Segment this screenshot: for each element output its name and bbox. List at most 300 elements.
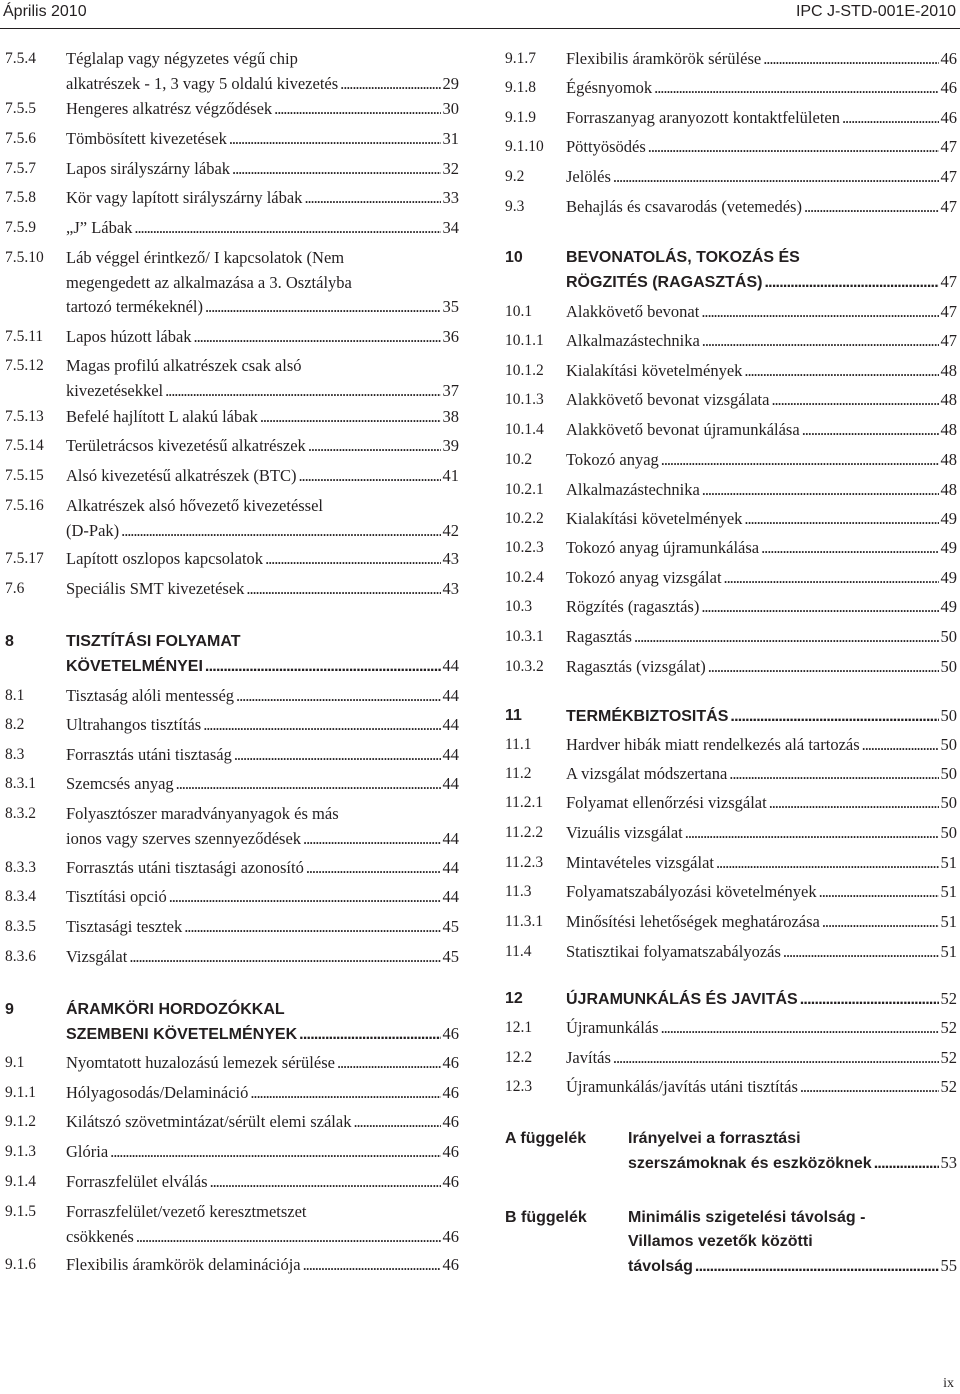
toc-entry-title [566,507,957,532]
toc-page-number: 48 [940,361,957,380]
toc-entry-title [566,940,957,965]
toc-entry-number: 9.1.8 [505,79,536,96]
toc-entry-title-line: Szemcsés anyag [66,774,174,793]
toc-entry-title [66,772,459,797]
dot-leader [250,1081,440,1106]
toc-entry-title [566,536,957,561]
toc-entry-title [566,388,957,413]
toc-entry[interactable] [505,47,957,71]
toc-entry-number: 8 [5,633,14,650]
toc-entry-title [66,1253,459,1278]
toc-entry-title-line: Alkalmazástechnika [566,480,700,499]
toc-page-number: 29 [442,73,459,93]
toc-entry[interactable] [505,791,957,815]
toc-entry[interactable] [5,405,459,429]
toc-entry-number: 9.1.9 [505,109,536,126]
toc-entry-title [66,915,459,940]
dot-leader [353,1110,440,1135]
toc-entry[interactable] [5,577,459,601]
dot-leader [176,772,441,797]
toc-entry-title [566,195,957,220]
toc-entry[interactable] [505,1046,957,1070]
toc-entry[interactable] [5,1140,459,1164]
dot-leader [229,127,441,152]
toc-entry-number: 10.3 [505,598,533,615]
toc-entry[interactable] [505,940,957,964]
toc-entry-title [566,625,957,650]
dot-leader [340,72,440,97]
toc-entry[interactable] [505,910,957,934]
toc-entry-number: 7.5.10 [5,249,44,266]
toc-page-number: 47 [940,331,957,350]
toc-entry-title [66,325,459,350]
toc-entry-title-line: Tokozó anyag [566,450,659,469]
toc-entry-title [66,47,459,96]
toc-entry-title-line: Vizsgálat [66,947,128,966]
toc-entry[interactable] [5,1200,459,1246]
toc-entry-number: 10.1.1 [505,332,544,349]
toc-entry-title-line: TERMÉKBIZTOSITÁS [566,708,729,725]
toc-page-number: 46 [442,1083,459,1102]
toc-entry[interactable] [5,127,459,151]
toc-entry[interactable] [505,851,957,875]
toc-entry[interactable] [5,246,459,316]
toc-entry-title-line: Folyamat ellenőrzési vizsgálat [566,793,767,812]
toc-entry-number: 10.1.2 [505,362,544,379]
toc-page-number: 52 [940,1018,957,1037]
toc-entry-title-line: ionos vagy szerves szennyeződések [66,828,302,848]
dot-leader [744,507,938,532]
toc-entry-title-line: BEVONATOLÁS, TOKOZÁS ÉS [566,249,800,266]
toc-entry-title-line: Folyamatszabályozási követelmények [566,882,817,901]
toc-section-entry[interactable] [5,998,459,1043]
dot-leader [236,684,440,709]
dot-leader [136,1225,441,1250]
toc-entry-title-line: Téglalap vagy négyzetes végű chip [66,49,298,68]
toc-entry-title [566,987,957,1012]
dot-leader [701,595,938,620]
dot-leader [246,577,440,602]
toc-entry-title [566,880,957,905]
dot-leader [232,157,440,182]
toc-entry-title [566,595,957,620]
toc-entry-title-line: Pöttyösödés [566,137,646,156]
dot-leader [184,915,440,940]
toc-page-number: 44 [442,715,459,734]
toc-page-number: 46 [442,1053,459,1072]
toc-page-number: 46 [442,1172,459,1191]
toc-entry[interactable] [5,47,459,93]
toc-entry-number: 8.3.2 [5,805,36,822]
toc-entry-number: 9.1 [5,1054,25,1071]
toc-entry-title-line: Lapított oszlopos kapcsolatok [66,549,264,568]
toc-entry[interactable] [5,1110,459,1134]
toc-entry[interactable] [505,595,957,619]
toc-entry-title-line: KÖVETELMÉNYEI [66,657,203,675]
toc-entry-title-line: Alakkövető bevonat újramunkálása [566,420,800,439]
dot-leader [702,478,939,503]
dot-leader [613,1046,939,1071]
toc-page-number: 47 [940,167,957,186]
header-date: Április 2010 [3,3,87,20]
toc-page-number: 38 [442,407,459,426]
toc-entry[interactable] [5,684,459,708]
toc-page-number: 50 [940,764,957,783]
toc-entry-title-line: Újramunkálás/javítás utáni tisztítás [566,1077,798,1096]
toc-page-number: 49 [940,597,957,616]
toc-entry-title [66,713,459,738]
toc-entry-title-line: Láb véggel érintkező/ I kapcsolatok (Nem [66,248,345,267]
dot-leader [169,885,441,910]
toc-entry-title-line: Forraszanyag aranyozott kontaktfelületen [566,108,840,127]
toc-entry-number: 7.5.4 [5,50,36,67]
toc-entry-number: 12.3 [505,1078,533,1095]
toc-entry-number: 9.3 [505,198,525,215]
dot-leader [274,97,440,122]
dot-leader [165,379,440,404]
page-number: ix [943,1376,954,1391]
toc-entry-title-line: tartozó termékeknél) [66,297,203,316]
toc-entry-title [66,1081,459,1106]
toc-entry[interactable] [505,329,957,353]
toc-entry-title [566,1046,957,1071]
toc-page-number: 33 [442,188,459,207]
toc-section-entry[interactable] [505,987,957,1011]
toc-entry[interactable] [505,762,957,786]
toc-entry-title [66,630,459,678]
toc-page-number: 50 [940,735,957,754]
dot-leader [730,705,938,729]
dot-leader [874,1152,939,1176]
toc-page-number: 44 [442,745,459,764]
toc-entry-title [566,1016,957,1041]
toc-page-number: 50 [940,627,957,646]
toc-entry-title-line: Flexibilis áramkörök sérülése [566,49,762,68]
toc-entry-title [66,494,459,543]
dot-leader [701,300,938,325]
toc-entry-title-line: Tokozó anyag újramunkálása [566,538,760,557]
toc-entry[interactable] [5,434,459,458]
toc-entry-number: 10.1.4 [505,421,544,438]
toc-entry[interactable] [505,1016,957,1040]
toc-page-number: 46 [442,1023,459,1043]
toc-entry-number: 10.2.3 [505,539,544,556]
toc-page-number: 45 [442,947,459,966]
dot-leader [260,405,441,430]
toc-entry-title-line: SZEMBENI KÖVETELMÉNYEK [66,1025,298,1043]
toc-entry-title-line: Tisztítási opció [66,887,167,906]
toc-entry-title-line: Statisztikai folyamatszabályozás [566,942,781,961]
toc-entry-title-line: ÁRAMKÖRI HORDOZÓKKAL [66,1001,285,1018]
toc-entry[interactable] [505,536,957,560]
dot-leader [654,76,938,101]
toc-entry-number: 10.1.3 [505,391,544,408]
toc-page-number: 31 [442,129,459,148]
toc-entry-title [66,434,459,459]
toc-page-number: 35 [442,297,459,316]
toc-entry-title [566,418,957,443]
toc-entry[interactable] [505,448,957,472]
toc-entry-title-line: Alsó kivezetésű alkatrészek (BTC) [66,466,297,485]
toc-entry[interactable] [5,713,459,737]
toc-entry[interactable] [505,625,957,649]
toc-entry[interactable] [5,743,459,767]
toc-entry-title [566,821,957,846]
toc-entry-title-line: Lapos sirályszárny lábak [66,159,231,178]
toc-section-entry[interactable] [505,246,957,291]
toc-entry[interactable] [5,97,459,121]
toc-entry-title-line: Égésnyomok [566,78,653,97]
toc-entry-title-line: Ragasztás (vizsgálat) [566,657,706,676]
toc-page-number: 45 [442,917,459,936]
toc-entry[interactable] [5,157,459,181]
toc-entry-title [66,464,459,489]
toc-entry-number: A függelék [505,1130,587,1147]
toc-page-number: 46 [940,49,957,68]
toc-page-number: 53 [940,1153,957,1172]
toc-entry-title-line: kivezetésekkel [66,380,164,400]
toc-entry-title-line: szerszámoknak és eszközöknek [628,1155,872,1172]
toc-entry-title [66,405,459,430]
toc-entry-number: 7.5.5 [5,100,36,117]
dot-leader [194,325,441,350]
toc-entry-title-line: alkatrészek - 1, 3 vagy 5 oldalú kivezetés [66,73,339,93]
dot-leader [308,434,441,459]
toc-entry[interactable] [505,821,957,845]
toc-entry-title-line: Magas profilú alkatrészek csak alsó [66,356,302,375]
toc-entry-title-line: Hólyagosodás/Delamináció [66,1083,249,1102]
toc-entry[interactable] [505,566,957,590]
toc-entry[interactable] [5,802,459,848]
toc-entry-number: 11 [505,707,522,724]
toc-appendix-entry[interactable] [505,1127,957,1172]
toc-entry-title-line: Flexibilis áramkörök delaminációja [66,1255,301,1274]
toc-entry[interactable] [5,885,459,909]
toc-entry-title [66,97,459,122]
toc-entry[interactable] [505,655,957,679]
toc-entry[interactable] [5,1253,459,1277]
toc-entry[interactable] [5,1051,459,1075]
dot-leader [129,945,440,970]
toc-entry-number: 12.2 [505,1049,533,1066]
dot-leader [613,165,939,190]
toc-entry-title [66,1051,459,1076]
toc-page-number: 37 [442,380,459,400]
toc-entry-title-line: megengedett az alkalmazása a 3. Osztályba [66,272,352,292]
toc-page-number: 49 [940,538,957,557]
toc-entry-title [66,1200,459,1249]
page-header [0,0,960,29]
dot-leader [299,1023,440,1047]
dot-leader [744,359,938,384]
toc-entry[interactable] [5,1170,459,1194]
toc-page-number: 48 [940,420,957,439]
toc-entry-number: 9.1.6 [5,1256,36,1273]
toc-entry[interactable] [5,856,459,880]
toc-entry-title-line: Lapos húzott lábak [66,327,192,346]
toc-page-number: 44 [442,858,459,877]
toc-entry[interactable] [5,945,459,969]
toc-entry-number: 9.1.2 [5,1113,36,1130]
toc-entry-title [66,945,459,970]
toc-entry[interactable] [505,359,957,383]
dot-leader [763,47,938,72]
toc-page-number: 50 [940,657,957,676]
toc-entry-title-line: Jelölés [566,167,611,186]
toc-entry-number: 7.6 [5,580,25,597]
dot-leader [303,1253,441,1278]
toc-entry-number: 8.2 [5,716,25,733]
toc-entry-number: 11.4 [505,943,532,960]
toc-entry-title [566,329,957,354]
dot-leader [819,880,939,905]
toc-entry[interactable] [505,478,957,502]
toc-entry[interactable] [505,300,957,324]
toc-entry-title-line: Alkatrészek alsó hővezető kivezetéssel [66,496,324,515]
toc-entry-number: 8.3 [5,746,25,763]
toc-entry[interactable] [505,106,957,130]
dot-leader [337,1051,441,1076]
toc-entry-number: 7.5.17 [5,550,44,567]
toc-entry[interactable] [5,915,459,939]
dot-leader [724,566,939,591]
toc-entry-number: 8.3.1 [5,775,36,792]
toc-entry-title-line: Hardver hibák miatt rendelkezés alá tartozás [566,735,860,754]
toc-entry-title [66,998,459,1046]
toc-page-number: 48 [940,390,957,409]
toc-page-number: 50 [940,793,957,812]
dot-leader [708,655,939,680]
toc-entry-title-line: (D-Pak) [66,520,120,540]
toc-entry-title-line: Mintavételes vizsgálat [566,853,714,872]
toc-appendix-entry[interactable] [505,1206,957,1275]
toc-entry-title [66,856,459,881]
toc-entry-title [66,885,459,910]
toc-entry[interactable] [5,354,459,400]
toc-entry[interactable] [505,1075,957,1099]
toc-entry[interactable] [5,547,459,571]
toc-entry-number: 8.1 [5,687,25,704]
toc-entry-title [66,802,459,851]
toc-entry[interactable] [505,733,957,757]
toc-entry-number: 7.5.7 [5,160,36,177]
toc-section-entry[interactable] [5,630,459,675]
toc-entry-title-line: Forraszfelület/vezető keresztmetszet [66,1202,307,1221]
toc-entry[interactable] [5,494,459,540]
toc-entry[interactable] [505,165,957,189]
toc-entry-title-line: RÖGZITÉS (RAGASZTÁS) [566,273,763,291]
toc-entry[interactable] [505,418,957,442]
toc-entry[interactable] [5,325,459,349]
dot-leader [695,1255,939,1279]
toc-entry[interactable] [5,464,459,488]
toc-entry-number: 10.2.1 [505,481,544,498]
toc-entry-title [566,165,957,190]
dot-leader [822,910,939,935]
toc-page-number: 52 [940,1048,957,1067]
toc-entry-title-line: Kialakítási követelmények [566,361,743,380]
toc-page-number: 47 [940,137,957,156]
toc-entry[interactable] [505,195,957,219]
toc-page-number: 44 [442,828,459,848]
toc-entry[interactable] [505,135,957,159]
dot-leader [729,762,938,787]
dot-leader [210,1170,441,1195]
toc-entry-number: B függelék [505,1209,587,1226]
toc-entry[interactable] [505,388,957,412]
dot-leader [265,547,440,572]
toc-entry-number: 11.2.1 [505,794,544,811]
toc-entry-number: 9.2 [505,168,525,185]
toc-entry-title [566,762,957,787]
toc-entry-title-line: Forrasztás utáni tisztaság [66,745,232,764]
toc-entry-title-line: A vizsgálat módszertana [566,764,728,783]
toc-entry[interactable] [5,216,459,240]
toc-page-number: 46 [442,1255,459,1274]
toc-entry-title [566,359,957,384]
dot-leader [205,295,441,320]
toc-entry[interactable] [5,186,459,210]
toc-entry-title-line: Tisztaság alóli mentesség [66,686,235,705]
dot-leader [634,625,939,650]
toc-entry-title [628,1206,957,1279]
toc-entry-number: 10.2.4 [505,569,544,586]
toc-entry-number: 10.3.2 [505,658,544,675]
toc-entry-title [566,106,957,131]
toc-entry-title [566,851,957,876]
toc-page-number: 50 [940,706,957,725]
toc-entry-title [66,1170,459,1195]
toc-entry-number: 7.5.15 [5,467,44,484]
dot-leader [800,1075,939,1100]
toc-page-number: 49 [940,509,957,528]
dot-leader [800,988,939,1012]
toc-entry-title [566,76,957,101]
toc-page-number: 51 [940,912,957,931]
toc-entry[interactable] [5,1081,459,1105]
dot-leader [303,827,440,852]
toc-section-entry[interactable] [505,704,957,728]
toc-entry-title-line: Alakkövető bevonat [566,302,700,321]
toc-page-number: 44 [442,887,459,906]
toc-page-number: 47 [940,271,957,291]
toc-page-number: 44 [442,774,459,793]
toc-page-number: 47 [940,197,957,216]
toc-page-number: 36 [442,327,459,346]
toc-page-number: 51 [940,942,957,961]
toc-entry-title [566,47,957,72]
toc-entry-title [66,127,459,152]
toc-entry-title [566,704,957,729]
toc-page-number: 51 [940,882,957,901]
toc-entry-title-line: Ultrahangos tisztítás [66,715,202,734]
dot-leader [716,851,939,876]
toc-entry-title-line: TISZTÍTÁSI FOLYAMAT [66,633,241,650]
toc-page-number: 47 [940,302,957,321]
toc-entry-number: 9.1.7 [505,50,536,67]
toc-page-number: 30 [442,99,459,118]
toc-entry[interactable] [5,772,459,796]
toc-entry-title-line: Folyasztószer maradványanyagok és más [66,804,339,823]
dot-leader [110,1140,440,1165]
toc-entry[interactable] [505,76,957,100]
toc-entry-number: 10.3.1 [505,628,544,645]
toc-entry[interactable] [505,880,957,904]
toc-entry-number: 11.3.1 [505,913,544,930]
toc-entry[interactable] [505,507,957,531]
toc-entry-title-line: Alakkövető bevonat vizsgálata [566,390,770,409]
toc-entry-title-line: Glória [66,1142,109,1161]
